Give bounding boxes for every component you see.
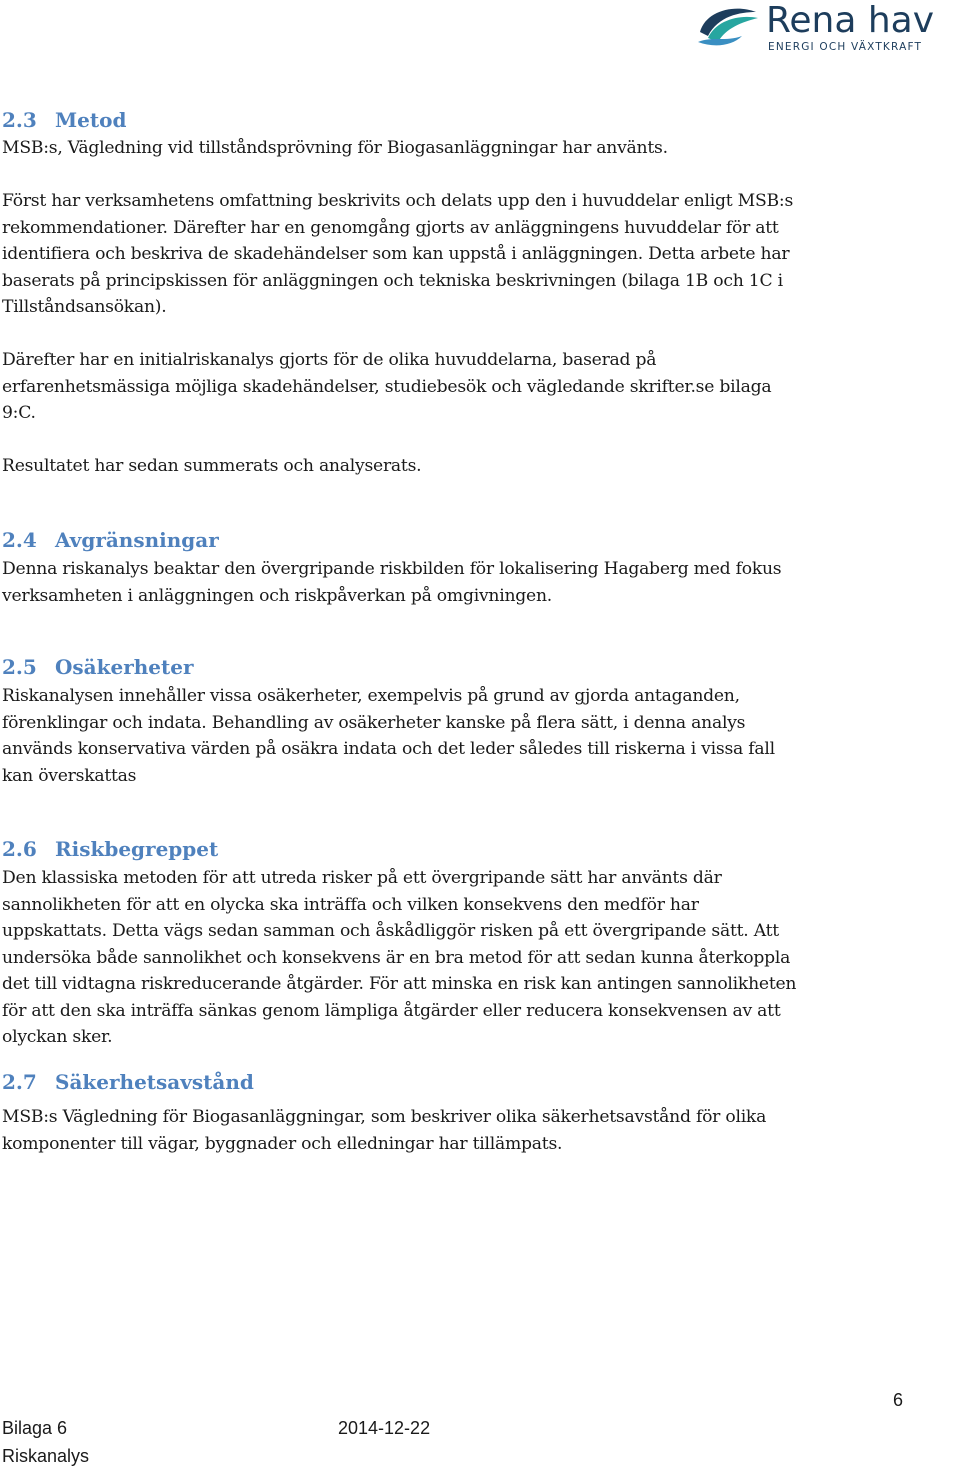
text-line: undersöka både sannolikhet och konsekvens är en bra metod för att sedan kunna återkoppla bbox=[2, 947, 791, 968]
text-line: komponenter till vägar, byggnader och elledningar har tillämpats. bbox=[2, 1133, 563, 1154]
footer-doc-label: Bilaga 6 bbox=[2, 1418, 68, 1438]
text-line: 9:C. bbox=[2, 403, 36, 423]
logo-tagline: ENERGI OCH VÄXTKRAFT bbox=[768, 41, 923, 53]
heading-riskbegreppet bbox=[2, 837, 218, 861]
text-line: kan överskattas bbox=[2, 765, 137, 786]
text-line: MSB:s, Vägledning vid tillståndsprövning för Biogasanläggningar har använts. bbox=[2, 138, 668, 158]
text-line: det till vidtagna riskreducerande åtgärder. För att minska en risk kan antingen sannolikheten bbox=[2, 974, 797, 994]
text-line: sannolikheten för att en olycka ska inträffa och vilken konsekvens den medför har bbox=[2, 894, 699, 915]
page-number: 6 bbox=[893, 1390, 904, 1410]
paragraph bbox=[2, 1104, 922, 1157]
rena-hav-logo bbox=[696, 2, 958, 56]
paragraph bbox=[2, 347, 922, 427]
section-title: Säkerhetsavstånd bbox=[55, 1070, 254, 1094]
heading-sakerhetsavstand bbox=[2, 1070, 254, 1094]
section-number: 2.3 bbox=[2, 108, 37, 132]
text-line: Först har verksamhetens omfattning beskrivits och delats upp den i huvuddelar enligt MSB:s bbox=[2, 191, 794, 211]
footer-date: 2014-12-22 bbox=[338, 1418, 431, 1438]
wave-leaf-icon bbox=[696, 2, 760, 50]
text-line: erfarenhetsmässiga möjliga skadehändelser, studiebesök och vägledande skrifter.se bilaga bbox=[2, 376, 772, 397]
text-line: Denna riskanalys beaktar den övergripande riskbilden för lokalisering Hagaberg med fokus bbox=[2, 559, 782, 579]
text-line: Därefter har en initialriskanalys gjorts för de olika huvuddelarna, baserad på bbox=[2, 350, 657, 370]
text-line: förenklingar och indata. Behandling av osäkerheter kanske på flera sätt, i denna analys bbox=[2, 712, 746, 733]
paragraph bbox=[2, 453, 922, 480]
text-line: Den klassiska metoden för att utreda risker på ett övergripande sätt har använts där bbox=[2, 868, 722, 888]
text-line: verksamheten i anläggningen och riskpåverkan på omgivningen. bbox=[2, 585, 553, 606]
text-line: olyckan sker. bbox=[2, 1027, 113, 1047]
text-line: uppskattats. Detta vägs sedan samman och åskådliggör risken på ett övergripande sätt. Att bbox=[2, 921, 779, 941]
text-line: Tillståndsansökan). bbox=[2, 297, 167, 317]
logo-name: Rena hav bbox=[766, 0, 935, 41]
heading-metod bbox=[2, 108, 126, 132]
paragraph bbox=[2, 135, 922, 162]
section-title: Riskbegreppet bbox=[55, 837, 219, 861]
text-line: MSB:s Vägledning för Biogasanläggningar, som beskriver olika säkerhetsavstånd för olika bbox=[2, 1107, 767, 1127]
text-line: baserats på principskissen för anläggningen och tekniska beskrivningen (bilaga 1B och 1C i bbox=[2, 270, 783, 291]
paragraph bbox=[2, 683, 922, 789]
text-line: identifiera och beskriva de skadehändelser som kan uppstå i anläggningen. Detta arbete har bbox=[2, 244, 790, 264]
text-line: rekommendationer. Därefter har en genomgång gjorts av anläggningens huvuddelar för att bbox=[2, 217, 779, 238]
text-line: används konservativa värden på osäkra indata och det leder således till riskerna i vissa fall bbox=[2, 739, 775, 759]
section-title: Metod bbox=[55, 108, 127, 132]
section-number: 2.4 bbox=[2, 528, 37, 552]
section-number: 2.6 bbox=[2, 837, 37, 861]
heading-avgransningar bbox=[2, 528, 219, 552]
text-line: Riskanalysen innehåller vissa osäkerheter, exempelvis på grund av gjorda antaganden, bbox=[2, 686, 740, 706]
heading-osakerheter bbox=[2, 655, 194, 679]
footer-doc-name: Riskanalys bbox=[2, 1446, 90, 1466]
paragraph bbox=[2, 556, 922, 609]
text-line: Resultatet har sedan summerats och analyserats. bbox=[2, 456, 422, 476]
section-title: Avgränsningar bbox=[55, 528, 219, 552]
section-number: 2.5 bbox=[2, 655, 37, 679]
paragraph bbox=[2, 188, 922, 321]
section-title: Osäkerheter bbox=[55, 655, 194, 679]
paragraph bbox=[2, 865, 922, 1051]
section-number: 2.7 bbox=[2, 1070, 37, 1094]
text-line: för att den ska inträffa sänkas genom lämpliga åtgärder eller reducera konsekvensen av att bbox=[2, 1000, 781, 1021]
